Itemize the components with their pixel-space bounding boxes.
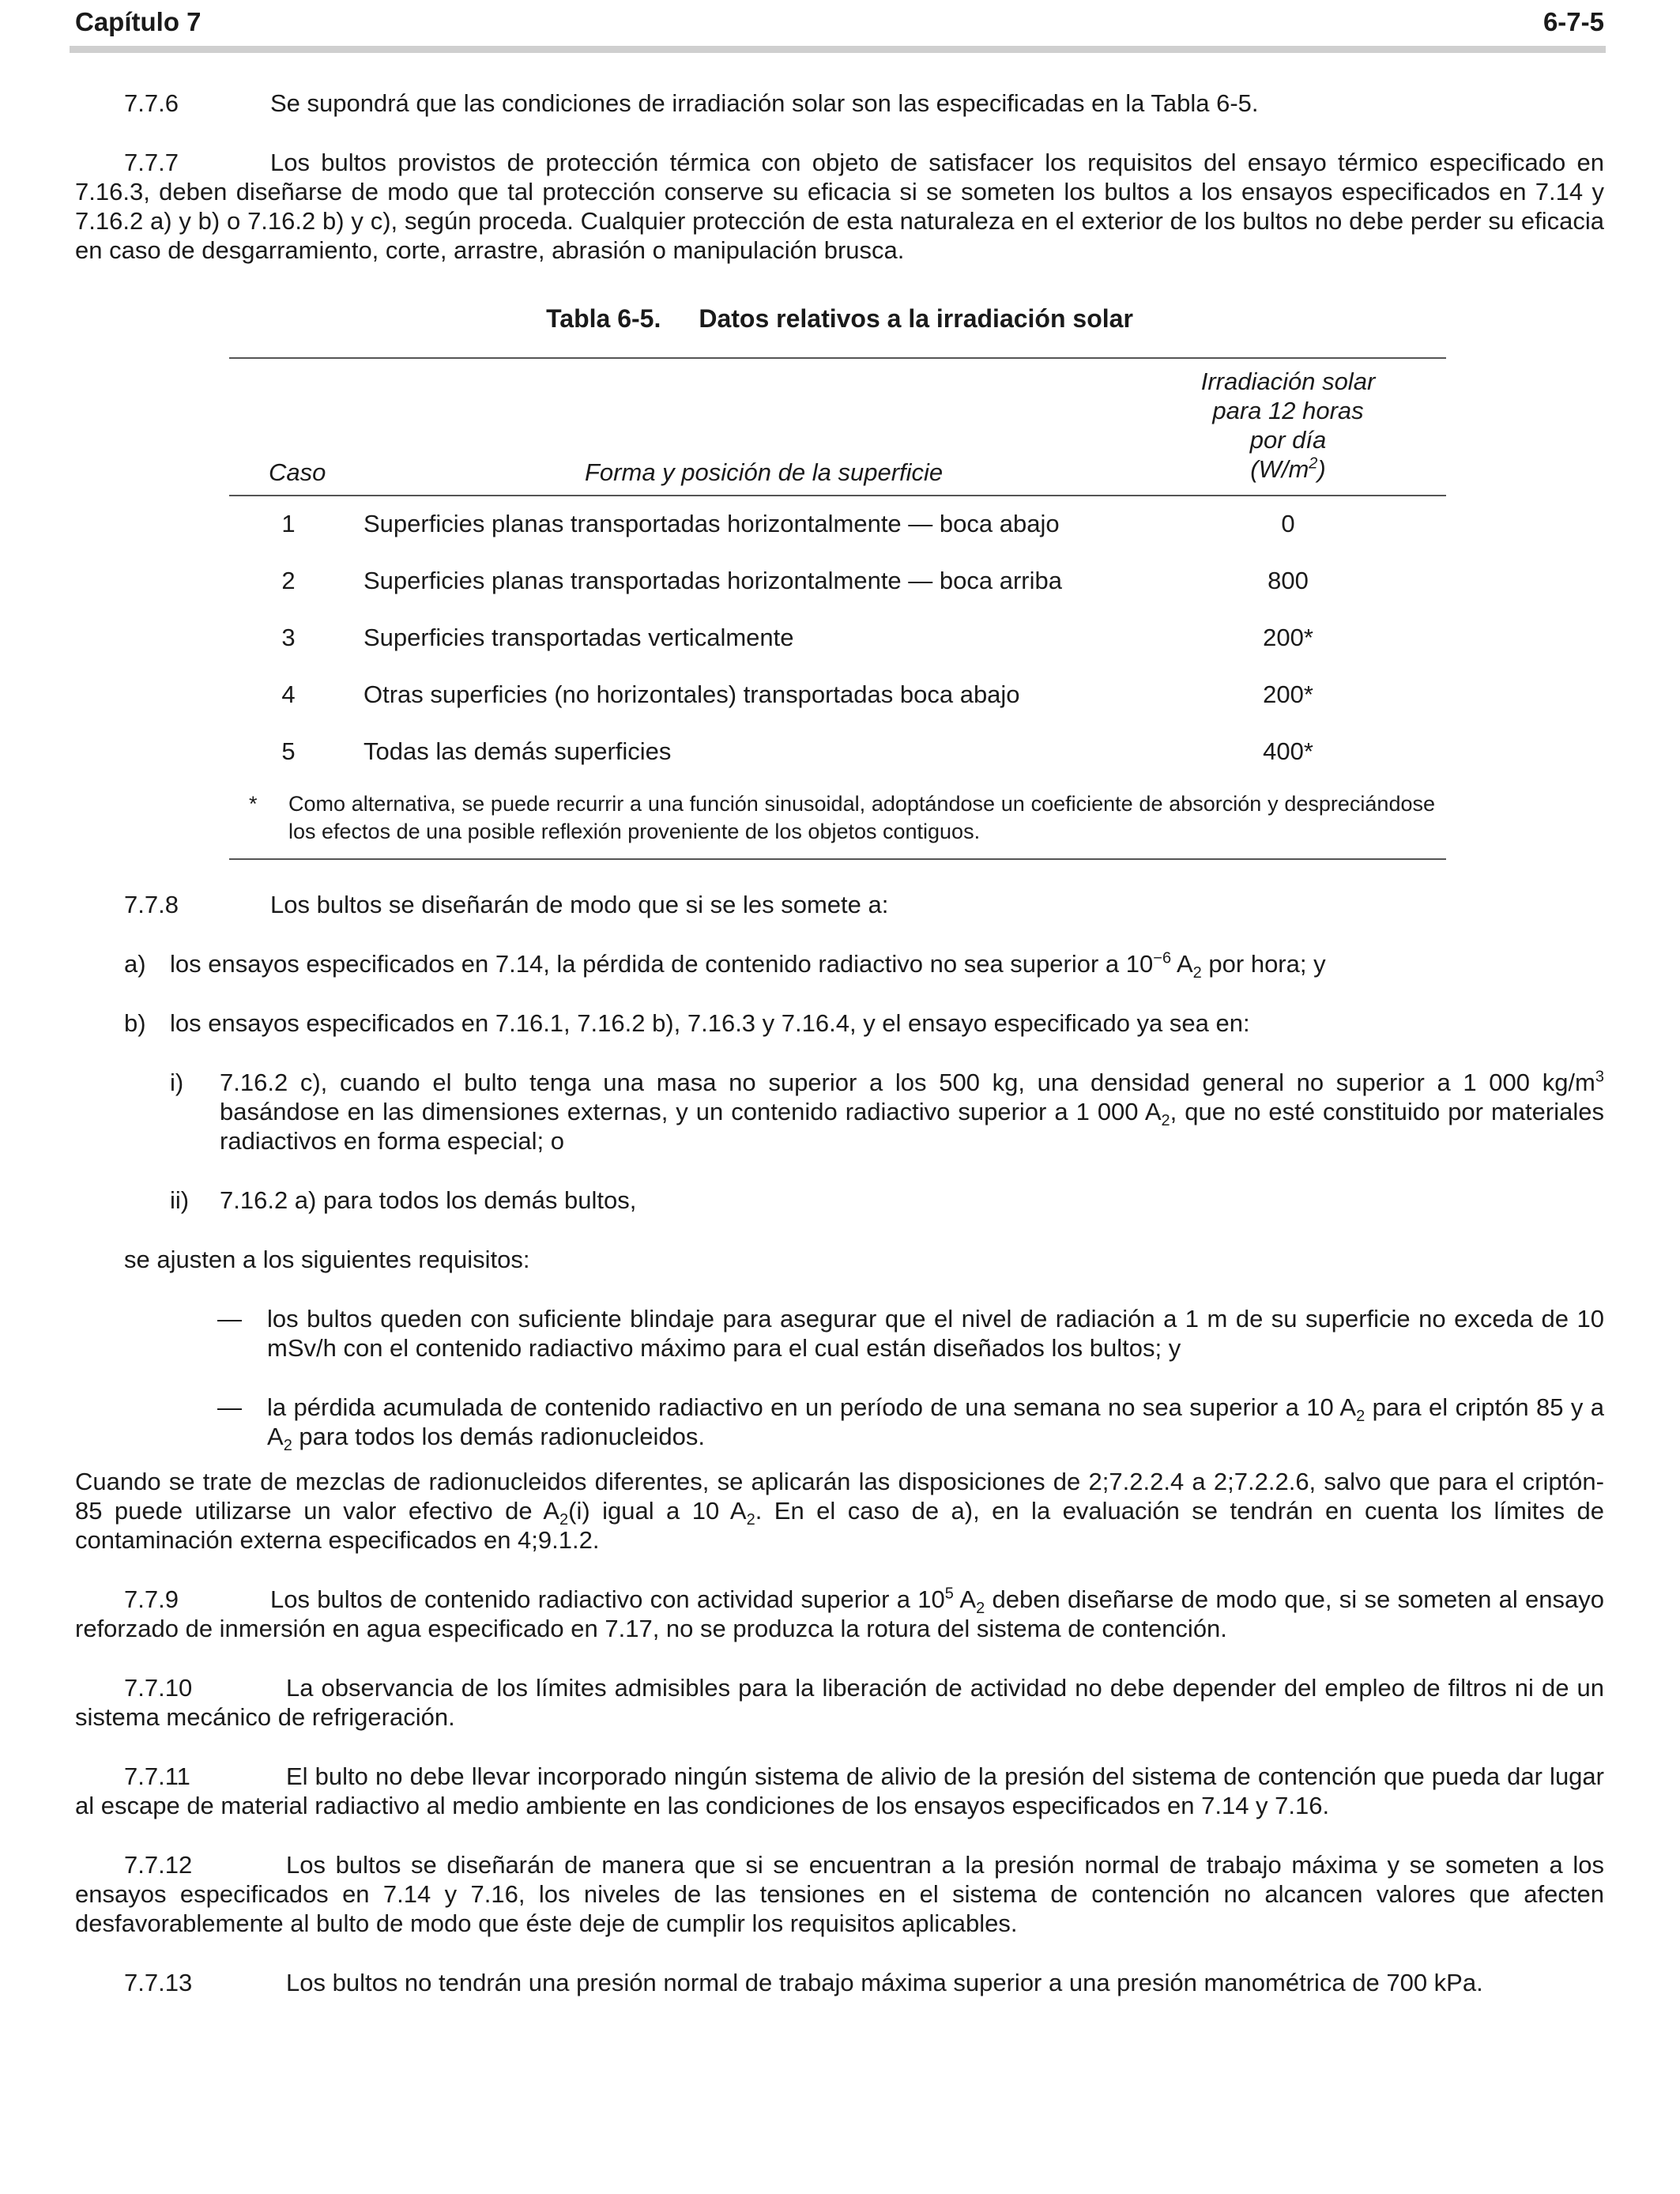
header-form: Forma y posición de la superficie: [585, 458, 944, 486]
list-marker: —: [217, 1305, 242, 1333]
list-item-b: [75, 1008, 1604, 1038]
header-case: Caso: [269, 458, 326, 486]
header-rule: [70, 46, 1606, 53]
paragraph-number: 7.7.12: [124, 1851, 193, 1879]
header-irr-line3: por día: [1249, 426, 1327, 454]
item-text: , que no esté constituido por materiales radiactivos en forma especial; o: [220, 1098, 1604, 1155]
paragraph-number: 7.7.13: [124, 1969, 193, 1996]
item-text: los ensayos especificados en 7.14, la pérdida de contenido radiactivo no sea superior a 10: [170, 950, 1154, 978]
cell-form: Todas las demás superficies: [363, 737, 672, 765]
dash-item-shielding: [75, 1304, 1604, 1363]
cell-case: 4: [281, 680, 296, 708]
cell-form: Superficies transportadas verticalmente: [363, 624, 794, 651]
paragraph-text: (i) igual a 10 A: [568, 1497, 747, 1525]
table-footnote: [229, 781, 1446, 858]
paragraph-7-7-12: [75, 1850, 1604, 1938]
page-number: 6-7-5: [1543, 7, 1604, 36]
paragraph-text: . En el caso de a), en la evaluación se tendrán en cuenta los límites de contaminación externa especificados en 4;9.1.2.: [75, 1497, 1604, 1554]
item-text: 7.16.2 a) para todos los demás bultos,: [220, 1186, 637, 1214]
table-label: Tabla 6-5.: [546, 304, 661, 333]
list-marker: i): [170, 1069, 184, 1096]
paragraph-text: Los bultos provistos de protección térmica con objeto de satisfacer los requisitos del ensayo térmico especificado en 7.16.3, deben diseñarse de modo que tal protección conserve su eficacia si se someten los bultos a los ensayos especificados en 7.14 y 7.16.2 a) y b) o 7.16.2 b) y c), según proceda. Cualquier protección de esta naturaleza en el exterior de los bultos no debe perder su eficacia en caso de desgarramiento, corte, arrastre, abrasión o manipulación brusca.: [75, 149, 1604, 264]
paragraph-number: 7.7.9: [124, 1585, 179, 1613]
item-text: A: [1171, 950, 1193, 978]
paragraph-text: Los bultos se diseñarán de manera que si se encuentran a la presión normal de trabajo máxima y se someten a los ensayos especificados en 7.14 y 7.16, los niveles de las tensiones en el sistema de contención no alcancen valores que afecten desfavorablemente al bulto de modo que éste deje de cumplir los requisitos aplicables.: [75, 1851, 1604, 1937]
table-row: [229, 553, 1446, 610]
table-header: [229, 359, 1446, 495]
footnote-text: Como alternativa, se puede recurrir a una función sinusoidal, adoptándose un coeficiente de absorción y despreciándose los efectos de una posible reflexión proveniente de los objetos contiguos.: [288, 792, 1435, 843]
list-marker: a): [124, 950, 146, 978]
list-item-i: [75, 1068, 1604, 1155]
paragraph-number: 7.7.10: [124, 1674, 193, 1702]
list-marker: —: [217, 1393, 242, 1421]
subscript: 2: [746, 1511, 755, 1529]
table-title: [75, 304, 1604, 334]
paragraph-text: Se supondrá que las condiciones de irradiación solar son las especificadas en la Tabla 6-5.: [270, 89, 1259, 117]
paragraph-7-7-10: [75, 1673, 1604, 1732]
cell-form: Otras superficies (no horizontales) transportadas boca abajo: [363, 680, 1020, 708]
unit-close: ): [1317, 455, 1326, 483]
subscript: 2: [1192, 964, 1202, 982]
table-row: [229, 610, 1446, 667]
solar-irradiation-table: [229, 357, 1446, 860]
paragraph-text: Los bultos de contenido radiactivo con actividad superior a 10: [270, 1585, 945, 1613]
subscript: 2: [559, 1511, 569, 1529]
paragraph-7-7-13: [75, 1968, 1604, 1997]
table-row: [229, 496, 1446, 553]
list-marker: ii): [170, 1186, 190, 1214]
paragraph-number: 7.7.6: [124, 89, 179, 117]
paragraph-text: Los bultos no tendrán una presión normal de trabajo máxima superior a una presión manométrica de 700 kPa.: [286, 1969, 1483, 1996]
cell-form: Superficies planas transportadas horizontalmente — boca abajo: [363, 510, 1060, 537]
requirements-intro: se ajusten a los siguientes requisitos:: [124, 1246, 530, 1273]
superscript: −6: [1153, 949, 1172, 967]
table-row: [229, 724, 1446, 781]
dash-item-loss: [75, 1393, 1604, 1455]
paragraph-number: 7.7.8: [124, 891, 179, 918]
page-body: [75, 89, 1604, 1997]
list-marker: b): [124, 1009, 146, 1037]
table-bottom-rule: [229, 858, 1446, 860]
list-item-a: [75, 949, 1604, 982]
chapter-title: Capítulo 7: [75, 7, 202, 36]
cell-value: 400*: [1263, 737, 1313, 765]
table-caption: Datos relativos a la irradiación solar: [699, 304, 1133, 333]
paragraph-text: deben diseñarse de modo que, si se someten al ensayo reforzado de inmersión en agua especificado en 7.17, no se produzca la rotura del sistema de contención.: [75, 1585, 1604, 1642]
paragraph-number: 7.7.7: [124, 149, 179, 176]
paragraph-text: Cuando se trate de mezclas de radionucleidos diferentes, se aplicarán las disposiciones de 2;7.2.2.4 a 2;7.2.2.6, salvo que para el criptón-85 puede utilizarse un valor efectivo de A: [75, 1468, 1604, 1525]
paragraph-text: La observancia de los límites admisibles para la liberación de actividad no debe depender del empleo de filtros ni de un sistema mecánico de refrigeración.: [75, 1674, 1604, 1731]
cell-value: 200*: [1263, 680, 1313, 708]
item-text: por hora; y: [1201, 950, 1326, 978]
item-text: los bultos queden con suficiente blindaje para asegurar que el nivel de radiación a 1 m de su superficie no exceda de 10 mSv/h con el contenido radiactivo máximo para el cual están diseñados los bultos; y: [267, 1305, 1604, 1362]
subscript: 2: [1356, 1408, 1365, 1426]
item-text: para todos los demás radionucleidos.: [292, 1423, 705, 1450]
unit-text: (W/m: [1250, 455, 1309, 483]
paragraph-text: El bulto no debe llevar incorporado ningún sistema de alivio de la presión del sistema de contención que pueda dar lugar al escape de material radiactivo al medio ambiente en las condiciones de los ensayos especificados en 7.14 y 7.16.: [75, 1762, 1604, 1819]
footnote-mark: *: [249, 792, 258, 816]
mixtures-paragraph: [75, 1467, 1604, 1555]
subscript: 2: [976, 1600, 985, 1618]
cell-value: 200*: [1263, 624, 1313, 651]
paragraph-number: 7.7.11: [124, 1762, 190, 1790]
paragraph-7-7-7: [75, 148, 1604, 265]
superscript: 5: [944, 1585, 954, 1603]
paragraph-7-7-6: [75, 89, 1604, 118]
cell-case: 3: [281, 624, 296, 651]
paragraph-7-7-8: [75, 890, 1604, 919]
cell-case: 1: [281, 510, 296, 537]
subscript: 2: [1161, 1112, 1170, 1130]
cell-case: 5: [281, 737, 296, 765]
item-text: 7.16.2 c), cuando el bulto tenga una masa no superior a los 500 kg, una densidad general no superior a 1 000 kg/m: [220, 1069, 1595, 1096]
paragraph-7-7-11: [75, 1762, 1604, 1820]
item-text: para el criptón 85 y a A: [267, 1393, 1604, 1450]
item-text: los ensayos especificados en 7.16.1, 7.16.2 b), 7.16.3 y 7.16.4, y el ensayo especificado ya sea en:: [170, 1009, 1250, 1037]
header-irr-line2: para 12 horas: [1212, 397, 1364, 424]
cell-case: 2: [281, 567, 296, 594]
table-row: [229, 667, 1446, 724]
cell-form: Superficies planas transportadas horizontalmente — boca arriba: [363, 567, 1062, 594]
item-text: la pérdida acumulada de contenido radiactivo en un período de una semana no sea superior a 10 A: [267, 1393, 1357, 1421]
header-irr-unit: [1170, 454, 1407, 484]
list-item-ii: [75, 1186, 1604, 1215]
item-text: basándose en las dimensiones externas, y un contenido radiactivo superior a 1 000 A: [220, 1098, 1162, 1125]
paragraph-text: A: [953, 1585, 977, 1613]
cell-value: 800: [1268, 567, 1309, 594]
unit-superscript: 2: [1309, 454, 1318, 473]
cell-value: 0: [1281, 510, 1295, 537]
superscript: 3: [1595, 1068, 1604, 1086]
paragraph-text: Los bultos se diseñarán de modo que si se les somete a:: [270, 891, 889, 918]
header-irr-line1: Irradiación solar: [1200, 368, 1376, 395]
subscript: 2: [283, 1437, 292, 1455]
header-irradiation: [1170, 367, 1407, 484]
page-header: [75, 5, 1604, 40]
paragraph-7-7-9: [75, 1585, 1604, 1643]
